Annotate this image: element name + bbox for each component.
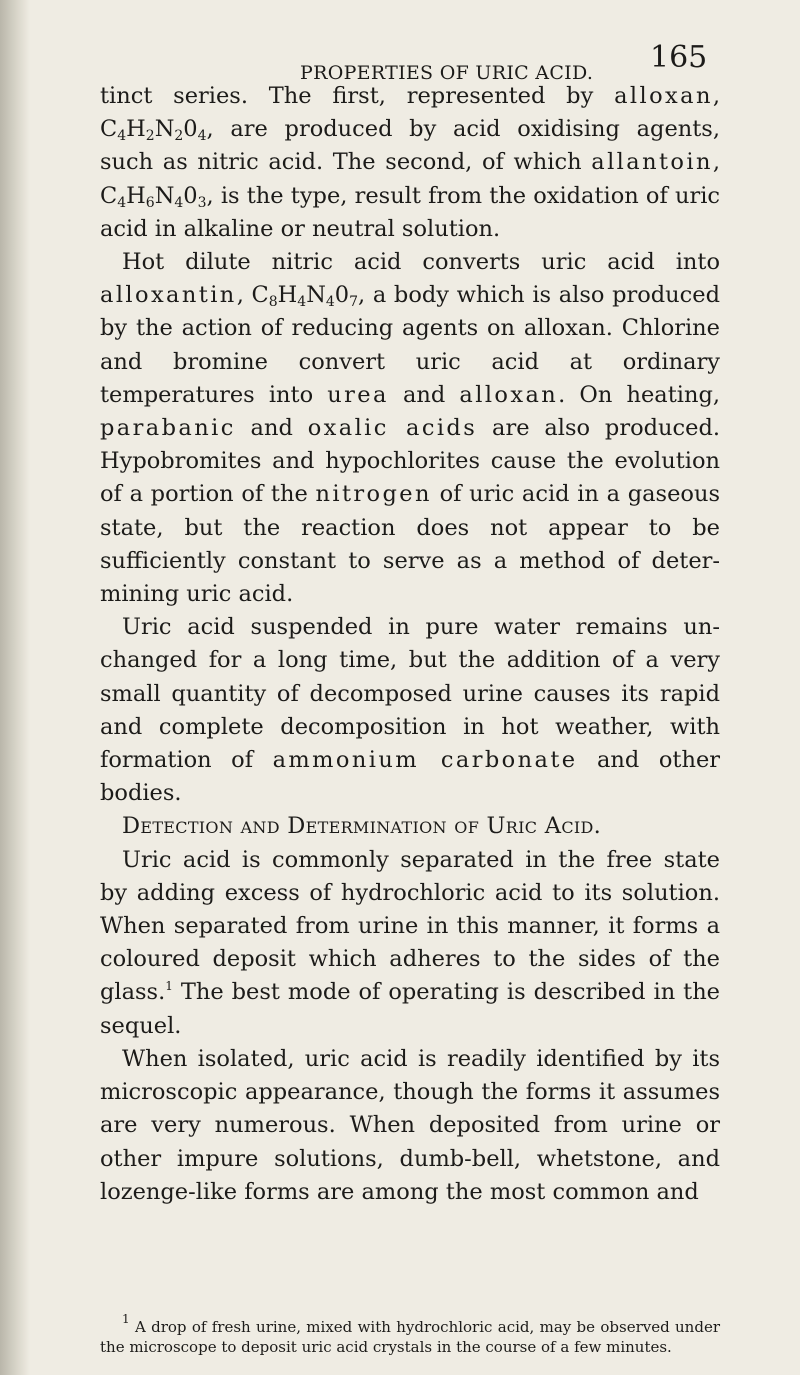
text-run: , is the type, result from the oxidation of uric acid in alkaline or neutral solution. xyxy=(100,182,720,242)
subscript: 4 xyxy=(117,128,127,145)
text-run: . On heating, xyxy=(558,381,720,408)
page-number: 165 xyxy=(650,40,708,75)
paragraph xyxy=(100,246,720,611)
text-run: N xyxy=(154,182,175,209)
footnote-reference: 1 xyxy=(165,979,173,994)
text-run: N xyxy=(306,282,326,309)
emphasized-term: alloxan xyxy=(459,381,559,408)
text-run: and xyxy=(235,415,308,442)
text-run: The best mode of operating is described in the sequel. xyxy=(100,979,720,1039)
text-run: When isolated, uric acid is readily identified by its microscopic appearance, though the forms it assumes are very numerous. When deposited from urine or other impure solutions, dumb-bell, whetstone, and lozenge-like forms are among the most common and xyxy=(100,1045,720,1205)
text-run: Hot dilute nitric acid converts uric acid into xyxy=(122,249,720,276)
subscript: 4 xyxy=(117,194,127,211)
subscript: 2 xyxy=(145,128,155,145)
emphasized-term: parabanic xyxy=(100,415,236,442)
text-run: H xyxy=(126,116,146,143)
text-run: , a body which is also produced by the action of reducing agents on alloxan. Chlorine and bromine convert uric acid at ordinary temperatures into xyxy=(100,282,720,408)
emphasized-term: alloxantin xyxy=(100,282,237,309)
text-run: and other bodies. xyxy=(100,747,721,807)
emphasized-term: urea xyxy=(327,381,389,408)
page-header xyxy=(0,40,800,84)
text-run: , C xyxy=(100,149,720,209)
paragraph xyxy=(100,844,720,1043)
emphasized-term: alloxan xyxy=(614,83,713,109)
text-run: Uric acid is commonly separated in the free state by adding excess of hydrochloric acid to its solution. When separated from urine in this manner, it forms a coloured deposit which adheres to the sides of the glass. xyxy=(100,846,720,1006)
emphasized-term: oxalic acids xyxy=(307,415,478,442)
text-run: , C xyxy=(100,83,720,143)
emphasized-term: allantoin xyxy=(591,149,713,176)
text-run: H xyxy=(126,182,146,209)
subscript: 6 xyxy=(145,194,155,211)
subscript: 7 xyxy=(349,294,359,311)
subscript: 4 xyxy=(297,294,307,311)
section-heading: Detection and Determination of Uric Acid. xyxy=(122,813,602,840)
text-run: of uric acid in a gaseous state, but the reaction does not appear to be sufficiently constant to serve as a method of determining uric acid. xyxy=(100,481,720,608)
paragraph xyxy=(100,1043,720,1209)
text-run: and xyxy=(388,381,460,408)
running-title: PROPERTIES OF URIC ACID. xyxy=(300,62,594,84)
subscript: 8 xyxy=(268,294,278,311)
body-text xyxy=(100,80,720,1209)
subscript: 2 xyxy=(174,128,184,145)
text-run: , C xyxy=(236,282,269,309)
subscript: 4 xyxy=(325,294,335,311)
emphasized-term: nitrogen xyxy=(315,481,432,508)
paragraph xyxy=(100,80,720,246)
text-run: 0 xyxy=(183,116,198,143)
text-run: N xyxy=(154,116,175,143)
text-run: 0 xyxy=(183,182,198,209)
text-run: are also produced. Hypobromites and hypochlorites cause the evolution of a portion of the xyxy=(100,415,720,508)
page-edge-shadow xyxy=(0,0,30,1375)
footnote-marker: 1 xyxy=(122,1312,130,1326)
footnote xyxy=(100,1312,720,1357)
text-run: Uric acid suspended in pure water remains unchanged for a long time, but the addition of a very small quantity of decomposed urine causes its rapid and complete decomposition in hot weather, with formation of xyxy=(100,614,720,774)
subscript: 4 xyxy=(197,128,207,145)
footnote-text: A drop of fresh urine, mixed with hydrochloric acid, may be observed under the microscope to deposit uric acid crystals in the course of a few minutes. xyxy=(100,1318,720,1356)
paragraph xyxy=(100,810,720,843)
subscript: 4 xyxy=(174,194,184,211)
emphasized-term: ammonium carbonate xyxy=(272,747,578,774)
text-run: H xyxy=(277,282,298,309)
subscript: 3 xyxy=(197,194,207,211)
text-run: , are produced by acid oxidising agents, such as nitric acid. The second, of which xyxy=(100,116,720,176)
text-run: 0 xyxy=(334,282,350,309)
paragraph xyxy=(100,611,720,810)
text-run: tinct series. The first, represented by xyxy=(100,83,615,109)
